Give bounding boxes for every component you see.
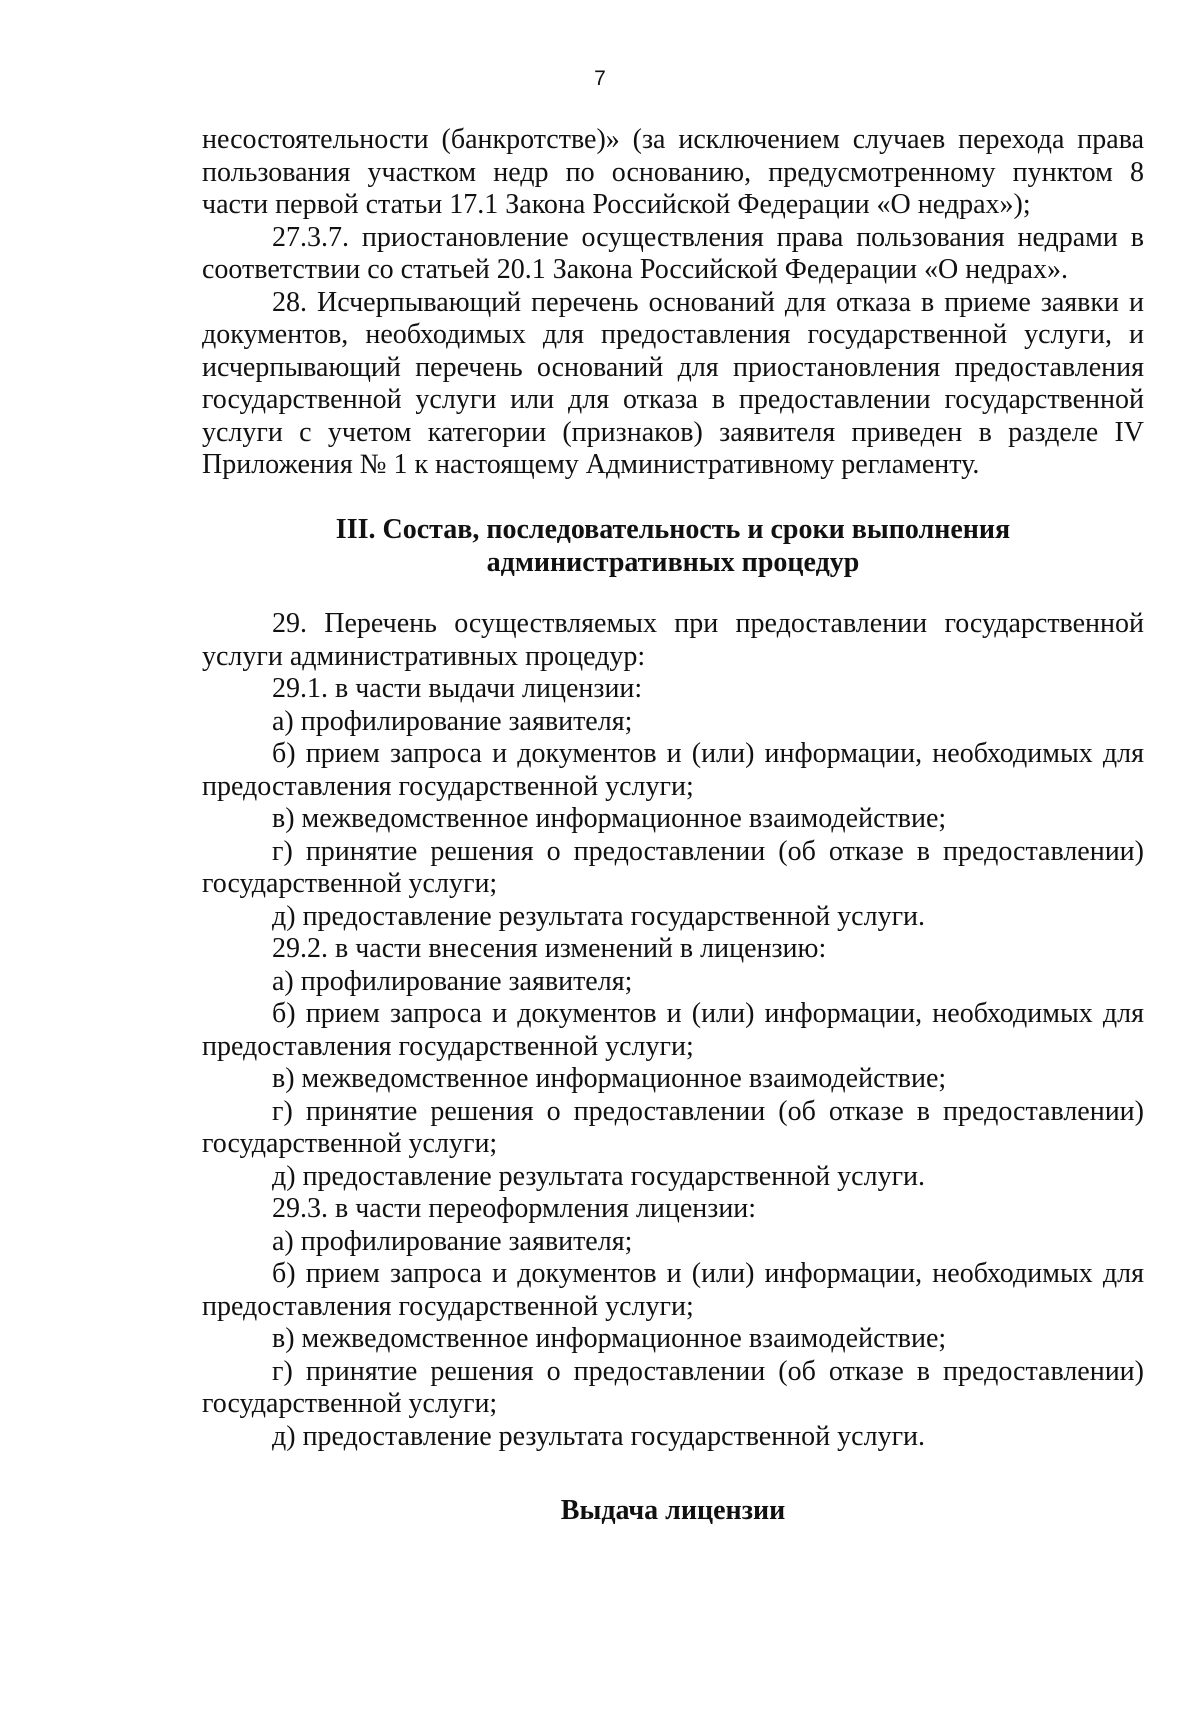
list-item: в) межведомственное информационное взаимодействие;: [272, 803, 947, 834]
subheading: [202, 1495, 1144, 1528]
group-title: 29.3. в части переоформления лицензии:: [272, 1193, 757, 1224]
list-item: а) профилирование заявителя;: [272, 965, 633, 997]
list-item: а) профилирование заявителя;: [272, 1225, 633, 1257]
list-item: б) прием запроса и документов и (или) информации, необходимых для предоставления государственной услуги;: [202, 1258, 1144, 1322]
list-item: д) предоставление результата государственной услуги.: [272, 900, 926, 932]
paragraph-27-3-7: 27.3.7. приостановление осуществления права пользования недрами в соответствии со статьей 20.1 Закона Российской Федерации «О недрах».: [202, 221, 1144, 285]
group-title: 29.1. в части выдачи лицензии:: [272, 673, 643, 704]
subheading-title: Выдача лицензии: [560, 1495, 786, 1526]
section-heading-line-2: административных процедур: [486, 546, 860, 578]
list-item: г) принятие решения о предоставлении (об отказе в предоставлении) государственной услуги;: [202, 1355, 1144, 1419]
top-text-block: [202, 124, 1144, 482]
list-item: в) межведомственное информационное взаимодействие;: [272, 1063, 947, 1094]
list-item: а) профилирование заявителя;: [272, 705, 633, 737]
list-item: г) принятие решения о предоставлении (об отказе в предоставлении) государственной услуги;: [202, 835, 1144, 899]
procedures-list: [202, 608, 1144, 1453]
section-heading-line-1: III. Состав, последовательность и сроки выполнения: [335, 514, 1011, 545]
group-title: 29.2. в части внесения изменений в лицензию:: [272, 933, 827, 964]
page-number: 7: [594, 67, 606, 90]
list-item: б) прием запроса и документов и (или) информации, необходимых для предоставления государственной услуги;: [202, 998, 1144, 1062]
section-heading: [202, 514, 1144, 579]
list-item: д) предоставление результата государственной услуги.: [272, 1420, 926, 1452]
list-item: г) принятие решения о предоставлении (об отказе в предоставлении) государственной услуги;: [202, 1095, 1144, 1159]
list-item: б) прием запроса и документов и (или) информации, необходимых для предоставления государственной услуги;: [202, 738, 1144, 802]
paragraph-28: 28. Исчерпывающий перечень оснований для отказа в приеме заявки и документов, необходимых для предоставления государственной услуги, и исчерпывающий перечень оснований для приостановления предоставления государственной услуги или для отказа в предоставлении государственной услуги с учетом категории (признаков) заявителя приведен в разделе IV Приложения № 1 к настоящему Административному регламенту.: [202, 286, 1144, 480]
continuation-paragraph: несостоятельности (банкротстве)» (за исключением случаев перехода права пользования участком недр по основанию, предусмотренному пунктом 8 части первой статьи 17.1 Закона Российской Федерации «О недрах»);: [202, 124, 1144, 220]
paragraph-29: 29. Перечень осуществляемых при предоставлении государственной услуги административных процедур:: [202, 608, 1144, 672]
list-item: в) межведомственное информационное взаимодействие;: [272, 1323, 947, 1354]
list-item: д) предоставление результата государственной услуги.: [272, 1160, 926, 1192]
